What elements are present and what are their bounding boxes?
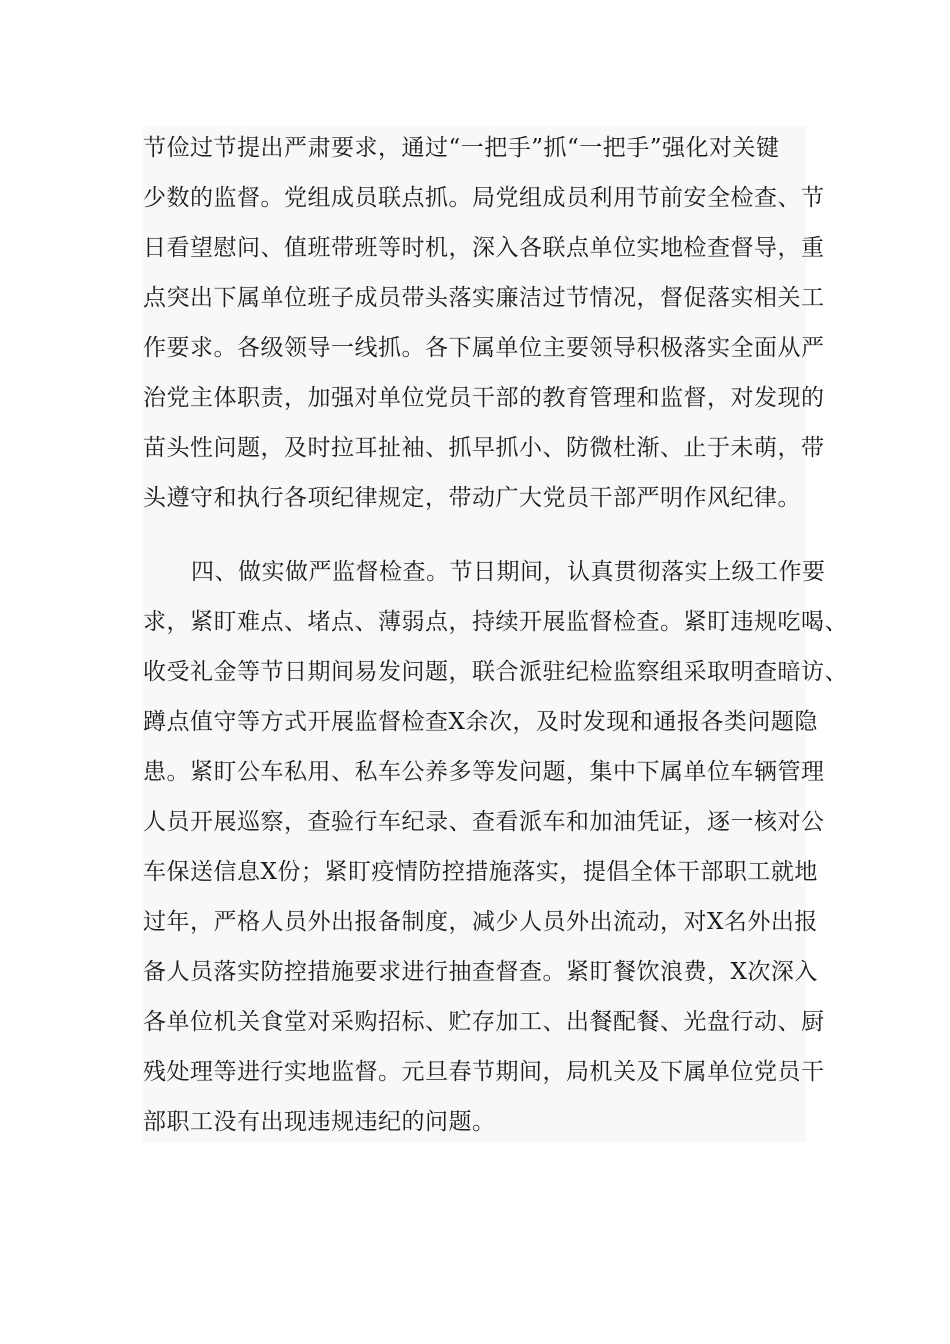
text-line: 治党主体职责，加强对单位党员干部的教育管理和监督，对发现的 bbox=[143, 385, 825, 411]
text-line: 求，紧盯难点、堵点、薄弱点，持续开展监督检查。紧盯违规吃喝、 bbox=[143, 609, 848, 635]
text-line: 部职工没有出现违规违纪的问题。 bbox=[143, 1109, 496, 1135]
text-line: 车保送信息X份；紧盯疫情防控措施落实，提倡全体干部职工就地 bbox=[143, 859, 818, 885]
document-body bbox=[143, 126, 848, 1142]
text-line: 四、做实做严监督检查。节日期间，认真贯彻落实上级工作要 bbox=[191, 559, 826, 585]
text-line: 日看望慰问、值班带班等时机，深入各联点单位实地检查督导，重 bbox=[143, 235, 825, 261]
text-line: 苗头性问题，及时拉耳扯袖、抓早抓小、防微杜渐、止于未萌，带 bbox=[143, 435, 825, 461]
text-line: 备人员落实防控措施要求进行抽查督查。紧盯餐饮浪费，X次深入 bbox=[143, 959, 818, 985]
text-line: 过年，严格人员外出报备制度，减少人员外出流动，对X名外出报 bbox=[143, 909, 818, 935]
text-line: 头遵守和执行各项纪律规定，带动广大党员干部严明作风纪律。 bbox=[143, 485, 801, 511]
text-line: 点突出下属单位班子成员带头落实廉洁过节情况，督促落实相关工 bbox=[143, 285, 825, 311]
text-line: 患。紧盯公车私用、私车公养多等发问题，集中下属单位车辆管理 bbox=[143, 759, 825, 785]
text-line: 作要求。各级领导一线抓。各下属单位主要领导积极落实全面从严 bbox=[143, 335, 825, 361]
text-line: 收受礼金等节日期间易发问题，联合派驻纪检监察组采取明查暗访、 bbox=[143, 659, 848, 685]
text-line: 各单位机关食堂对采购招标、贮存加工、出餐配餐、光盘行动、厨 bbox=[143, 1009, 825, 1035]
text-line: 人员开展巡察，查验行车纪录、查看派车和加油凭证，逐一核对公 bbox=[143, 809, 825, 835]
text-line: 蹲点值守等方式开展监督检查X余次，及时发现和通报各类问题隐 bbox=[143, 709, 818, 735]
text-line: 少数的监督。党组成员联点抓。局党组成员利用节前安全检查、节 bbox=[143, 185, 825, 211]
text-line: 节俭过节提出严肃要求，通过“一把手”抓“一把手”强化对关键 bbox=[143, 135, 780, 161]
text-line: 残处理等进行实地监督。元旦春节期间，局机关及下属单位党员干 bbox=[143, 1059, 825, 1085]
